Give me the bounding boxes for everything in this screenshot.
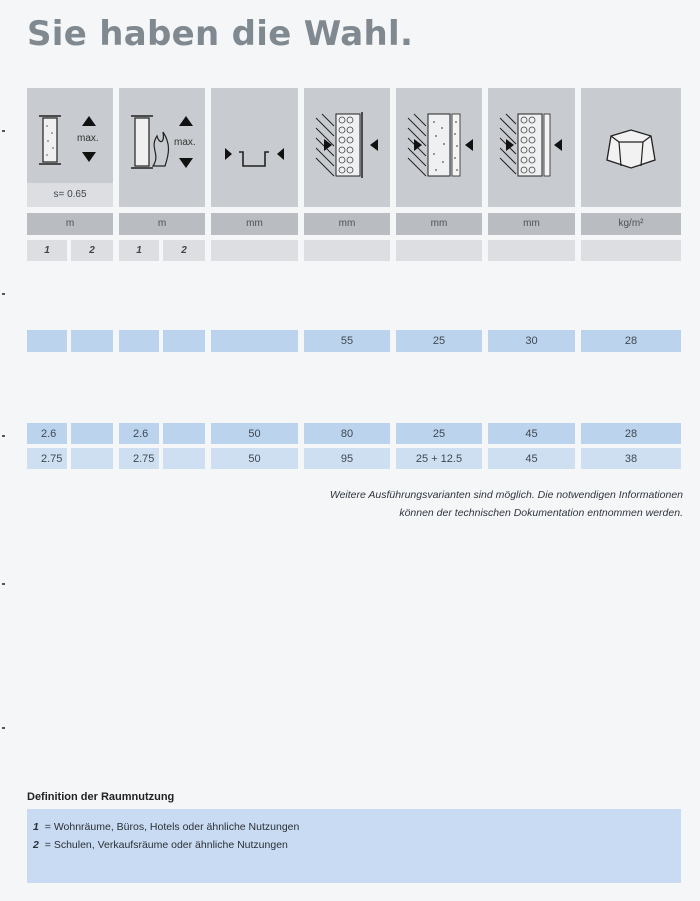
definition-title: Definition der Raumnutzung bbox=[27, 791, 175, 803]
table-cell bbox=[71, 330, 113, 352]
usage-class-cell: 1 bbox=[27, 240, 67, 261]
table-cell: 2.75 bbox=[119, 448, 159, 469]
table-cell bbox=[163, 448, 205, 469]
max-label: max. bbox=[174, 137, 196, 148]
definition-item bbox=[33, 836, 681, 854]
usage-class-cell: 1 bbox=[119, 240, 159, 261]
margin-mark bbox=[2, 727, 5, 729]
unit-cell: kg/m² bbox=[581, 213, 681, 235]
margin-mark bbox=[2, 293, 5, 295]
table-cell: 28 bbox=[581, 423, 681, 444]
margin-mark bbox=[2, 130, 5, 132]
table-cell: 55 bbox=[304, 330, 390, 352]
table-cell bbox=[163, 330, 205, 352]
margin-mark bbox=[2, 435, 5, 437]
unit-cell: mm bbox=[304, 213, 390, 235]
wall-height-icon bbox=[27, 88, 113, 207]
unit-cell: mm bbox=[396, 213, 482, 235]
table-cell: 25 bbox=[396, 330, 482, 352]
table-cell bbox=[211, 330, 298, 352]
dotted-insulation-wall-icon bbox=[396, 88, 482, 207]
table-cell: 80 bbox=[304, 423, 390, 444]
usage-class-cell: 2 bbox=[71, 240, 113, 261]
max-label: max. bbox=[77, 133, 99, 144]
sub-cell-empty bbox=[396, 240, 482, 261]
table-cell bbox=[71, 423, 113, 444]
margin-mark bbox=[2, 583, 5, 585]
unit-cell: m bbox=[27, 213, 113, 235]
table-cell bbox=[163, 423, 205, 444]
sub-cell-empty bbox=[488, 240, 575, 261]
table-cell bbox=[27, 330, 67, 352]
definition-text: = Wohnräume, Büros, Hotels oder ähnliche Nutzungen bbox=[44, 821, 300, 833]
fire-wall-height-icon bbox=[119, 88, 205, 207]
table-cell: 38 bbox=[581, 448, 681, 469]
sub-cell-empty bbox=[211, 240, 298, 261]
sub-cell-empty bbox=[304, 240, 390, 261]
note-line: Weitere Ausführungsvarianten sind möglich. Die notwendigen Informationen bbox=[329, 489, 683, 501]
profile-width-icon bbox=[211, 88, 298, 207]
table-cell: 28 bbox=[581, 330, 681, 352]
usage-class-cell: 2 bbox=[163, 240, 205, 261]
hatched-insulation-wall-icon bbox=[304, 88, 390, 207]
table-cell: 45 bbox=[488, 448, 575, 469]
table-cell: 25 bbox=[396, 423, 482, 444]
thickness-label: s= 0.65 bbox=[27, 183, 113, 207]
table-cell: 2.6 bbox=[27, 423, 67, 444]
definition-number: 2 bbox=[33, 839, 39, 851]
note-line: können der technischen Dokumentation entnommen werden. bbox=[399, 507, 683, 519]
definition-box bbox=[27, 809, 681, 883]
definition-text: = Schulen, Verkaufsräume oder ähnliche Nutzungen bbox=[44, 839, 288, 851]
unit-cell: mm bbox=[488, 213, 575, 235]
cellular-insulation-wall-icon bbox=[488, 88, 575, 207]
table-cell: 95 bbox=[304, 448, 390, 469]
definition-number: 1 bbox=[33, 821, 39, 833]
table-cell: 2.75 bbox=[27, 448, 67, 469]
definition-item bbox=[33, 818, 681, 836]
table-cell: 25 + 12.5 bbox=[396, 448, 482, 469]
unit-cell: mm bbox=[211, 213, 298, 235]
mass-block-icon bbox=[581, 88, 681, 207]
table-cell: 50 bbox=[211, 448, 298, 469]
table-cell: 2.6 bbox=[119, 423, 159, 444]
sub-cell-empty bbox=[581, 240, 681, 261]
table-cell bbox=[71, 448, 113, 469]
page-title: Sie haben die Wahl. bbox=[27, 14, 414, 54]
unit-cell: m bbox=[119, 213, 205, 235]
table-cell: 45 bbox=[488, 423, 575, 444]
variants-note bbox=[223, 486, 683, 522]
table-cell: 50 bbox=[211, 423, 298, 444]
table-cell: 30 bbox=[488, 330, 575, 352]
table-cell bbox=[119, 330, 159, 352]
